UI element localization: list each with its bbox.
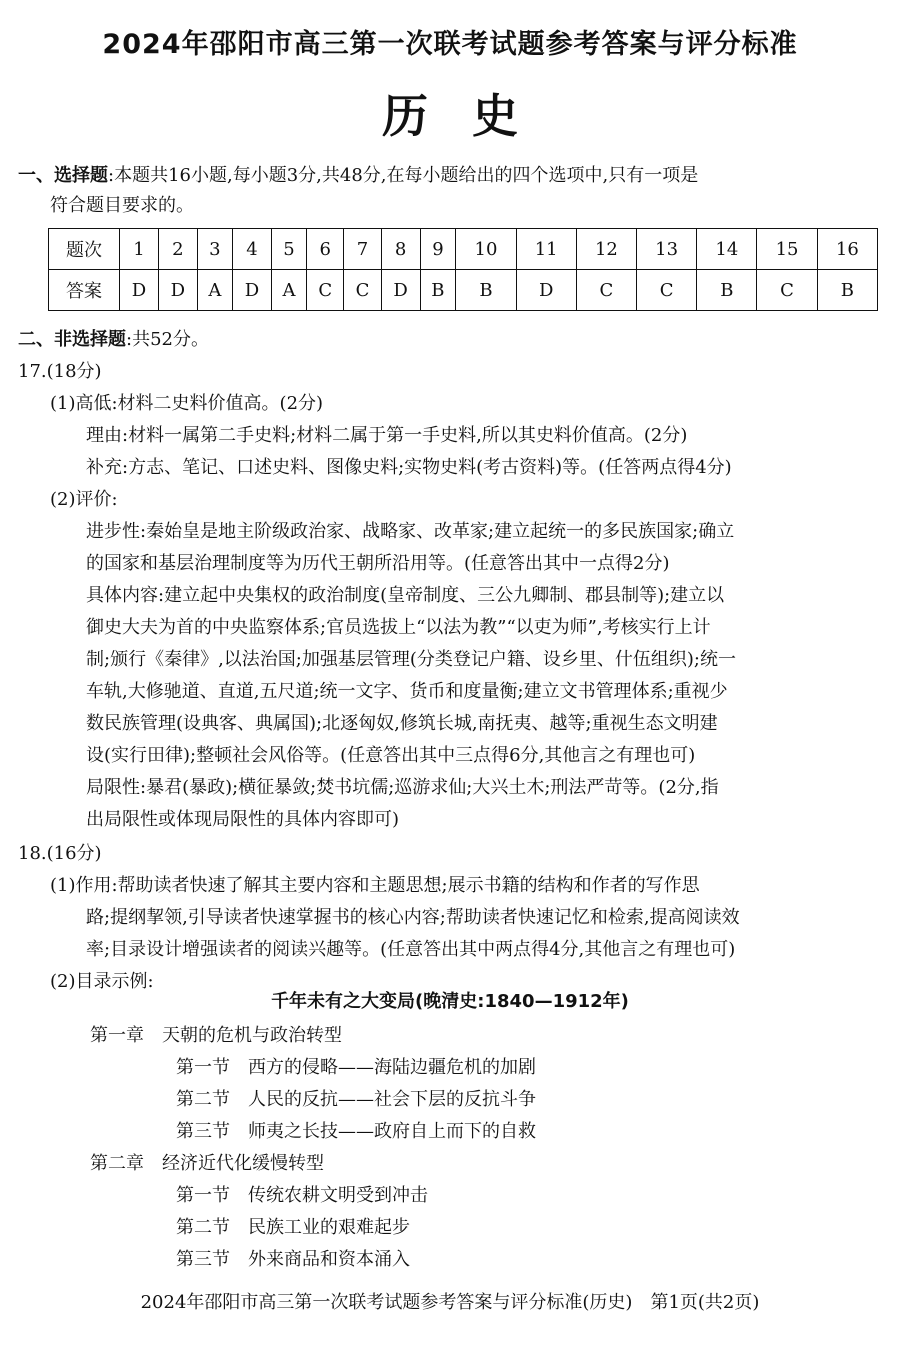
cell-answer: A <box>271 270 306 311</box>
q18-part2-heading: (2)目录示例: <box>50 971 154 992</box>
cell-answer: C <box>637 270 697 311</box>
q18-heading: 18.(16分) <box>18 843 102 864</box>
q18-part1-line: 路;提纲挈领,引导读者快速掌握书的核心内容;帮助读者快速记忆和检索,提高阅读效 <box>86 907 740 928</box>
row-label-answer: 答案 <box>49 270 120 311</box>
cell-answer: D <box>516 270 576 311</box>
cell-answer: B <box>817 270 877 311</box>
document-title: 2024年邵阳市高三第一次联考试题参考答案与评分标准 <box>102 29 798 60</box>
q17-part1-line: 补充:方志、笔记、口述史料、图像史料;实物史料(考古资料)等。(任答两点得4分) <box>86 457 732 478</box>
cell-number: 6 <box>307 229 344 270</box>
cell-number: 15 <box>757 229 817 270</box>
cell-answer: D <box>120 270 159 311</box>
cell-answer: B <box>456 270 516 311</box>
q17-part1-line: (1)高低:材料二史料价值高。(2分) <box>50 393 324 414</box>
q17-part2-line: 局限性:暴君(暴政);横征暴敛;焚书坑儒;巡游求仙;大兴土木;刑法严苛等。(2分,指 <box>86 777 719 798</box>
q17-part2-line: 出局限性或体现局限性的具体内容即可) <box>86 809 400 830</box>
q18-part1-line: 率;目录设计增强读者的阅读兴趣等。(任意答出其中两点得4分,其他言之有理也可) <box>86 939 736 960</box>
cell-number: 3 <box>197 229 232 270</box>
toc-section: 第二节 人民的反抗——社会下层的反抗斗争 <box>176 1089 536 1110</box>
subject-title: 历史 <box>382 89 562 143</box>
toc-section: 第三节 师夷之长技——政府自上而下的自救 <box>176 1121 536 1142</box>
section2-line <box>18 324 209 356</box>
cell-number: 16 <box>817 229 877 270</box>
cell-answer: A <box>197 270 232 311</box>
section2-heading: 二、非选择题 <box>18 329 126 350</box>
section1-text-line1: :本题共16小题,每小题3分,共48分,在每小题给出的四个选项中,只有一项是 <box>108 165 699 186</box>
q17-part2-line: 数民族管理(设典客、典属国);北逐匈奴,修筑长城,南抚夷、越等;重视生态文明建 <box>86 713 718 734</box>
toc-chapter: 第二章 经济近代化缓慢转型 <box>90 1153 324 1174</box>
row-label-number: 题次 <box>49 229 120 270</box>
cell-number: 2 <box>158 229 197 270</box>
cell-answer: D <box>233 270 272 311</box>
toc-chapter: 第一章 天朝的危机与政治转型 <box>90 1025 342 1046</box>
cell-number: 7 <box>344 229 381 270</box>
cell-answer: C <box>757 270 817 311</box>
q17-part1-line: 理由:材料一属第二手史料;材料二属于第一手史料,所以其史料价值高。(2分) <box>86 425 688 446</box>
cell-answer: C <box>307 270 344 311</box>
section1-line1 <box>18 160 698 192</box>
cell-answer: B <box>420 270 456 311</box>
toc-section: 第一节 西方的侵略——海陆边疆危机的加剧 <box>176 1057 536 1078</box>
q18-part1-line: (1)作用:帮助读者快速了解其主要内容和主题思想;展示书籍的结构和作者的写作思 <box>50 875 700 896</box>
answer-table <box>48 228 878 311</box>
section2-text: :共52分。 <box>126 329 209 350</box>
cell-number: 8 <box>381 229 420 270</box>
cell-answer: D <box>158 270 197 311</box>
q17-part2-line: 进步性:秦始皇是地主阶级政治家、战略家、改革家;建立起统一的多民族国家;确立 <box>86 521 735 542</box>
cell-number: 11 <box>516 229 576 270</box>
table-row-answers <box>49 270 878 311</box>
q17-part2-line: 车轨,大修驰道、直道,五尺道;统一文字、货币和度量衡;建立文书管理体系;重视少 <box>86 681 728 702</box>
q17-heading: 17.(18分) <box>18 361 102 382</box>
q17-part2-line: 设(实行田律);整顿社会风俗等。(任意答出其中三点得6分,其他言之有理也可) <box>86 745 696 766</box>
q17-part2-line: 制;颁行《秦律》,以法治国;加强基层管理(分类登记户籍、设乡里、什伍组织);统一 <box>86 649 736 670</box>
toc-section: 第三节 外来商品和资本涌入 <box>176 1249 410 1270</box>
q17-part2-line: 具体内容:建立起中央集权的政治制度(皇帝制度、三公九卿制、郡县制等);建立以 <box>86 585 725 606</box>
cell-answer: C <box>576 270 636 311</box>
cell-number: 5 <box>271 229 306 270</box>
cell-number: 4 <box>233 229 272 270</box>
section1-text-line2: 符合题目要求的。 <box>50 195 194 216</box>
q17-part2-line: 的国家和基层治理制度等为历代王朝所沿用等。(任意答出其中一点得2分) <box>86 553 670 574</box>
cell-number: 14 <box>697 229 757 270</box>
page-footer: 2024年邵阳市高三第一次联考试题参考答案与评分标准(历史) 第1页(共2页) <box>140 1292 760 1313</box>
toc-section: 第一节 传统农耕文明受到冲击 <box>176 1185 428 1206</box>
cell-answer: C <box>344 270 381 311</box>
cell-number: 1 <box>120 229 159 270</box>
toc-section: 第二节 民族工业的艰难起步 <box>176 1217 410 1238</box>
section1-heading: 一、选择题 <box>18 165 108 186</box>
cell-number: 12 <box>576 229 636 270</box>
cell-number: 9 <box>420 229 456 270</box>
q17-part2-line: 御史大夫为首的中央监察体系;官员选拔上“以法为教”“以吏为师”,考核实行上计 <box>86 617 711 638</box>
cell-number: 13 <box>637 229 697 270</box>
cell-answer: B <box>697 270 757 311</box>
q17-part2-heading: (2)评价: <box>50 489 118 510</box>
cell-number: 10 <box>456 229 516 270</box>
cell-answer: D <box>381 270 420 311</box>
toc-title: 千年未有之大变局(晚清史:1840—1912年) <box>271 991 629 1012</box>
table-row-numbers <box>49 229 878 270</box>
